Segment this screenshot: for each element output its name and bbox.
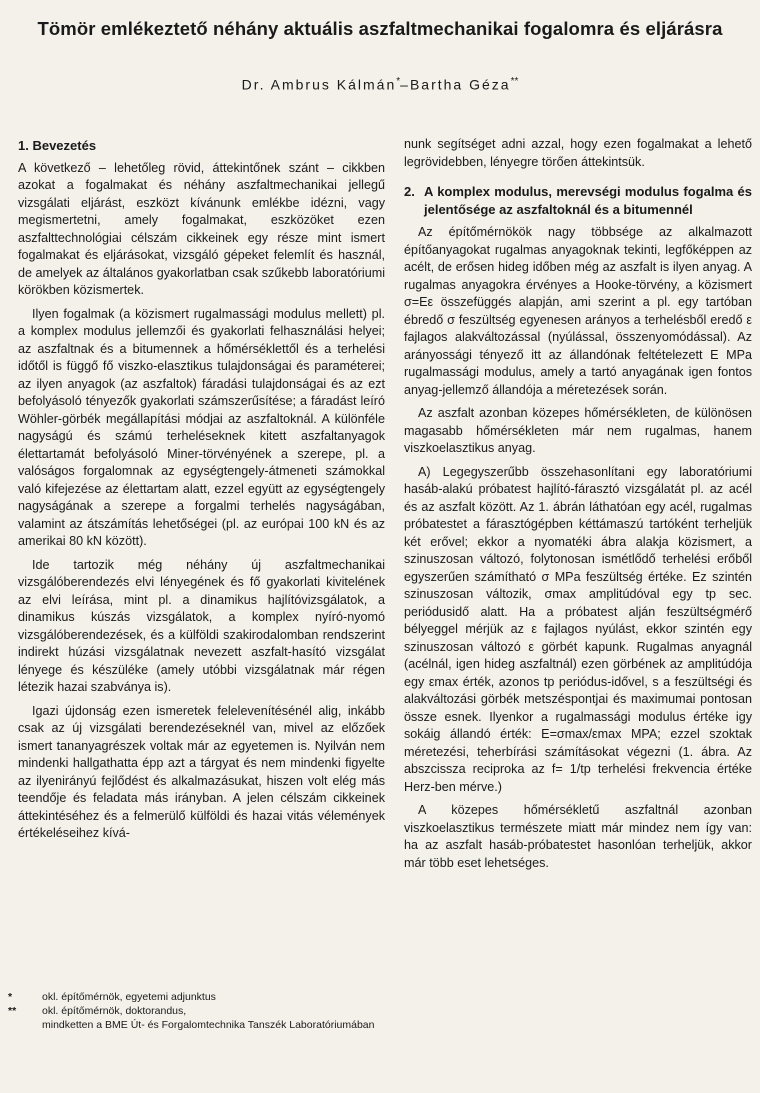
footnote-mark: ** bbox=[8, 1005, 17, 1017]
footnote-text: mindketten a BME Út- és Forgalomtechnika Tanszék Laboratóriumában bbox=[42, 1019, 375, 1031]
footnote-text: okl. építőmérnök, doktorandus, bbox=[42, 1005, 187, 1017]
footnote bbox=[8, 990, 428, 1004]
footnote-text: okl. építőmérnök, egyetemi adjunktus bbox=[42, 991, 216, 1003]
author-separator: – bbox=[400, 76, 410, 93]
article-title: Tömör emlékeztető néhány aktuális aszfaltmechanikai fogalomra és eljárásra bbox=[37, 18, 723, 39]
footnotes bbox=[8, 990, 428, 1032]
paragraph: Az építőmérnökök nagy többsége az alkalmazott építőanyagokat rugalmas anyagoknak tekinti, legfőképpen az acélt, de erősen hideg időben még az aszfalt is ilyen anyag. A rugalmas anyagokra érvényes a Hooke-törvény, a közismert σ=Eε összefüggés alapján, ami szerint a pl. egy tartóban ébredő σ feszültség egyenesen arányos a terhelésből eredő ε fajlagos alakváltozással (nyúlással, összenyomódással). Az arányossági tényező itt az állandónak feltételezett E MPa rugalmassági modulus, amely a tartó anyagának igen fontos anyag-jellemző állandója a méretezések során. bbox=[404, 225, 752, 397]
footnote-mark: * bbox=[8, 991, 13, 1003]
left-column bbox=[18, 136, 385, 849]
section-2-number: 2. bbox=[404, 184, 415, 199]
section-2-heading bbox=[404, 183, 752, 218]
section-1-heading: 1. Bevezetés bbox=[18, 138, 97, 153]
footnote bbox=[8, 1018, 428, 1032]
author-2: Bartha Géza bbox=[409, 76, 511, 93]
paragraph: Az aszfalt azonban közepes hőmérsékleten, de különösen magasabb hőmérsékleten már nem rugalmas, hanem viszkoelasztikus anyag. bbox=[404, 406, 752, 455]
paragraph-continuation: nunk segítséget adni azzal, hogy ezen fogalmakat a lehető legrövidebben, lényegre törően áttekintsük. bbox=[404, 137, 752, 169]
footnote-mark bbox=[8, 1018, 42, 1032]
paragraph: Igazi újdonság ezen ismeretek felelevenítésénél alig, inkább csak az új vizsgálati berendezéseknél van, mivel az előzőek ismert tananyagrészek voltak már az egyetemen is. Nyilván nem mindenki hallgathatta épp azt a tárgyat és nem mindenki figyelte az ilyenirányú fejlődést és alkalmazásukat, hiszen volt elég más teendője és feladata más irányban. A jelen célszám cikkeinek áttekintéséhez és a felmerülő külföldi és hazai vitás vélemények értékeléseihez kívá- bbox=[18, 703, 385, 840]
author-line bbox=[0, 76, 760, 93]
paragraph: A) Legegyszerűbb összehasonlítani egy laboratóriumi hasáb-alakú próbatest hajlító-fárasztó vizsgálatát pl. az acél és az aszfalt között. Az 1. ábrán láthatóan egy acél, rugalmas próbatestet a fárasztógépben kéttámaszú tartóként terheljük két erővel; ekkor a nyomatéki ábra alakja közismert, a szinuszosan változó, folytonosan ismétlődő terhelési erőből egyszerűen számítható σ MPa feszültség értéke. Ez szintén szinuszosan változik, σmax amplitúdóval egy tp sec. periódusidő alatt. Ha a próbatest alján feszültségmérő bélyeggel mérjük az ε fajlagos nyúlást, ekkor szintén egy szinuszosan változó ε görbét kapunk. Rugalmas anyagnál (acélnál, igen hideg aszfaltnál) ezen görbének az amplitúdója egy εmax érték, azonos tp periódus-idővel, s a feszültségi és alakváltozási görbék metszéspontjai és maximumai pontosan össze esnek. Ilyenkor a rugalmassági modulus értéke igy sokáig állandó érték: E=σmax/εmax MPA; ezzel szoktak méretezési, teherbírási számításokat végezni (1. ábra. Az abszcissza reciproka az f= 1/tp terhelési frekvencia értéke Herz-ben mérve.) bbox=[404, 464, 752, 794]
paragraph: A közepes hőmérsékletű aszfaltnál azonban viszkoelasztikus természete miatt már mindez nem így van: ha az aszfalt hasáb-próbatestet hasonlóan terheljük, akkor már több eset lehetséges. bbox=[404, 803, 752, 870]
paragraph: Ilyen fogalmak (a közismert rugalmassági modulus mellett) pl. a komplex modulus jellemzői és gyakorlati felhasználási helyei; az aszfaltnak és a bitumennek a hőmérséklettől és a terhelési időtől is függő fő viszko-elasztikus tulajdonságai és paraméterei; az ilyen anyagok (az aszfaltok) fáradási tulajdonságai és az ezt befolyásoló tényezők gyakorlati számszerűsítése; a fáradást leíró Wöhler-görbék megállapítási módjai az aszfaltoknál. A különféle nagyságú és számú terheléseknek kitett aszfaltanyagok élettartamát befolyásoló Miner-törvényének a szerepe, pl. a valóságos forgalomnak az egységtengely-átmeneti számokkal való kifejezése az élettartam alatt, ezzel együtt az egységtengely nagyságának a szerepe a forgalmi terhelés nagyságában, valamint az átszámítás lehetőségei (pl. az európai 100 kN és az amerikai 80 kN között). bbox=[18, 306, 385, 548]
author-2-footnote-mark: ** bbox=[510, 76, 519, 87]
section-2-title: A komplex modulus, merevségi modulus fogalma és jelentősége az aszfaltoknál és a bitumennél bbox=[424, 184, 752, 217]
author-1-footnote-mark: * bbox=[396, 76, 401, 87]
footnote bbox=[8, 1004, 428, 1018]
author-1: Dr. Ambrus Kálmán bbox=[241, 76, 397, 93]
paragraph: Ide tartozik még néhány új aszfaltmechanikai vizsgálóberendezés elvi lényegének és fő gyakorlati kivitelének az elvi leírása, mint pl. a dinamikus hajlítóvizsgálatok, a dinamikus kúszás vizsgálatok, a komplex nyíró-nyomó vizsgálóberendezések, és a külföldi szakirodalomban rendszerint indirekt húzási vizsgálatnak nevezett aszfalt-hasító vizsgálat lényege és készüléke (amely utóbbi vizsgálatnak már régen létezik hazai szabványa is). bbox=[18, 557, 385, 694]
paragraph: A következő – lehetőleg rövid, áttekintőnek szánt – cikkben azokat a fogalmakat és néhány aszfaltmechanikai jellegű vizsgálati eljárást, eszközt kívánunk emlékbe idézni, vagy megismertetni, amely fogalmakat, eszközöket ezen aszfalttechnológiai célszám cikkeinek egy része mint ismert fogalmakat és eljárásokat, vizsgáló gépeket felemlít és használ, de amelyek az általános gyakorlatban csak szűkebb laboratóriumi körökben közismertek. bbox=[18, 160, 385, 297]
right-column bbox=[404, 136, 752, 878]
